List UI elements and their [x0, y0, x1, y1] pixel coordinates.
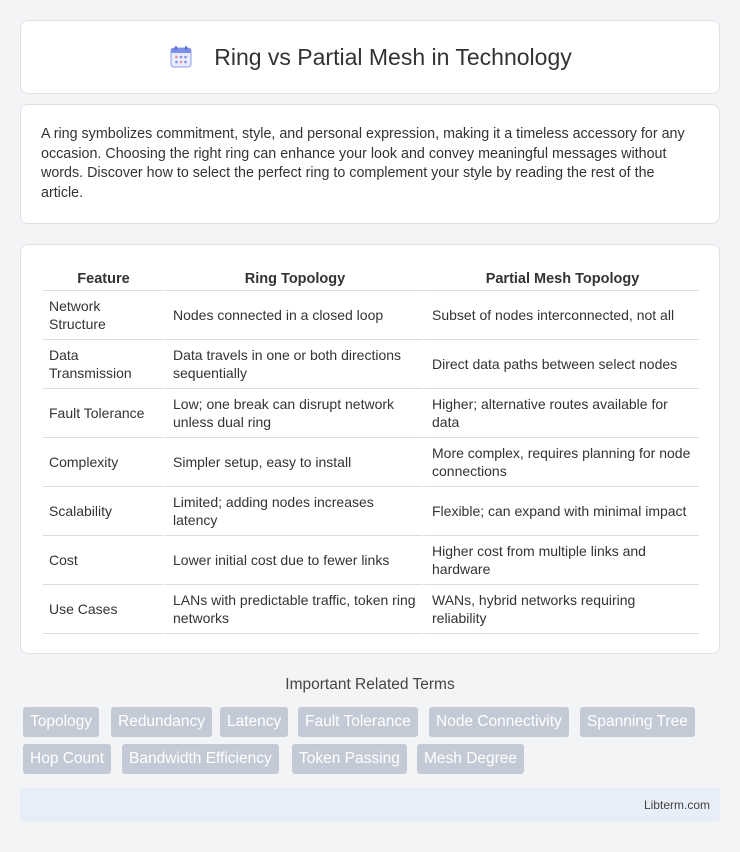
- column-header: Ring Topology: [164, 265, 423, 291]
- tag-bandwidth-efficiency[interactable]: Bandwidth Efficiency: [122, 744, 279, 774]
- comparison-table: [43, 265, 699, 634]
- table-cell: Limited; adding nodes increases latency: [164, 487, 423, 536]
- comparison-table-card: [20, 244, 720, 654]
- table-cell: Lower initial cost due to fewer links: [164, 536, 423, 585]
- table-cell: Data travels in one or both directions sequentially: [164, 340, 423, 389]
- table-cell: Use Cases: [43, 585, 164, 634]
- table-row: [43, 438, 699, 487]
- table-row: [43, 389, 699, 438]
- tag-mesh-degree[interactable]: Mesh Degree: [417, 744, 524, 774]
- table-cell: More complex, requires planning for node connections: [423, 438, 699, 487]
- table-cell: Network Structure: [43, 291, 164, 340]
- table-row: [43, 536, 699, 585]
- header-card: [20, 20, 720, 94]
- table-cell: Nodes connected in a closed loop: [164, 291, 423, 340]
- table-cell: Cost: [43, 536, 164, 585]
- footer-site-link[interactable]: Libterm.com: [643, 798, 710, 812]
- table-cell: Data Transmission: [43, 340, 164, 389]
- column-header: Feature: [43, 265, 164, 291]
- table-cell: Higher cost from multiple links and hardware: [423, 536, 699, 585]
- tag-node-connectivity[interactable]: Node Connectivity: [429, 707, 569, 737]
- table-cell: Fault Tolerance: [43, 389, 164, 438]
- table-cell: Higher; alternative routes available for data: [423, 389, 699, 438]
- table-row: [43, 291, 699, 340]
- tag-redundancy[interactable]: Redundancy: [111, 707, 212, 737]
- intro-card: [20, 104, 720, 224]
- table-cell: Subset of nodes interconnected, not all: [423, 291, 699, 340]
- table-cell: Direct data paths between select nodes: [423, 340, 699, 389]
- table-cell: Scalability: [43, 487, 164, 536]
- footer: [20, 788, 720, 822]
- table-cell: WANs, hybrid networks requiring reliability: [423, 585, 699, 634]
- table-header-row: [43, 265, 699, 291]
- tag-token-passing[interactable]: Token Passing: [292, 744, 407, 774]
- tag-hop-count[interactable]: Hop Count: [23, 744, 111, 774]
- table-cell: Low; one break can disrupt network unless dual ring: [164, 389, 423, 438]
- table-row: [43, 340, 699, 389]
- table-row: [43, 487, 699, 536]
- tag-fault-tolerance[interactable]: Fault Tolerance: [298, 707, 418, 737]
- page-title: Ring vs Partial Mesh in Technology: [214, 43, 572, 70]
- table-row: [43, 585, 699, 634]
- tag-latency[interactable]: Latency: [220, 707, 288, 737]
- table-cell: Complexity: [43, 438, 164, 487]
- table-cell: Simpler setup, easy to install: [164, 438, 423, 487]
- tag-spanning-tree[interactable]: Spanning Tree: [580, 707, 695, 737]
- related-terms-title: Important Related Terms: [285, 676, 455, 693]
- column-header: Partial Mesh Topology: [423, 265, 699, 291]
- tag-topology[interactable]: Topology: [23, 707, 99, 737]
- calendar-icon: [168, 44, 194, 70]
- intro-text: A ring symbolizes commitment, style, and personal expression, making it a timeless accessory for any occasion. Choosing the right ring can enhance your look and convey meaningful messages without words. Discover how to select the perfect ring to complement your style by reading the rest of the article.: [41, 126, 685, 201]
- table-cell: LANs with predictable traffic, token ring networks: [164, 585, 423, 634]
- table-cell: Flexible; can expand with minimal impact: [423, 487, 699, 536]
